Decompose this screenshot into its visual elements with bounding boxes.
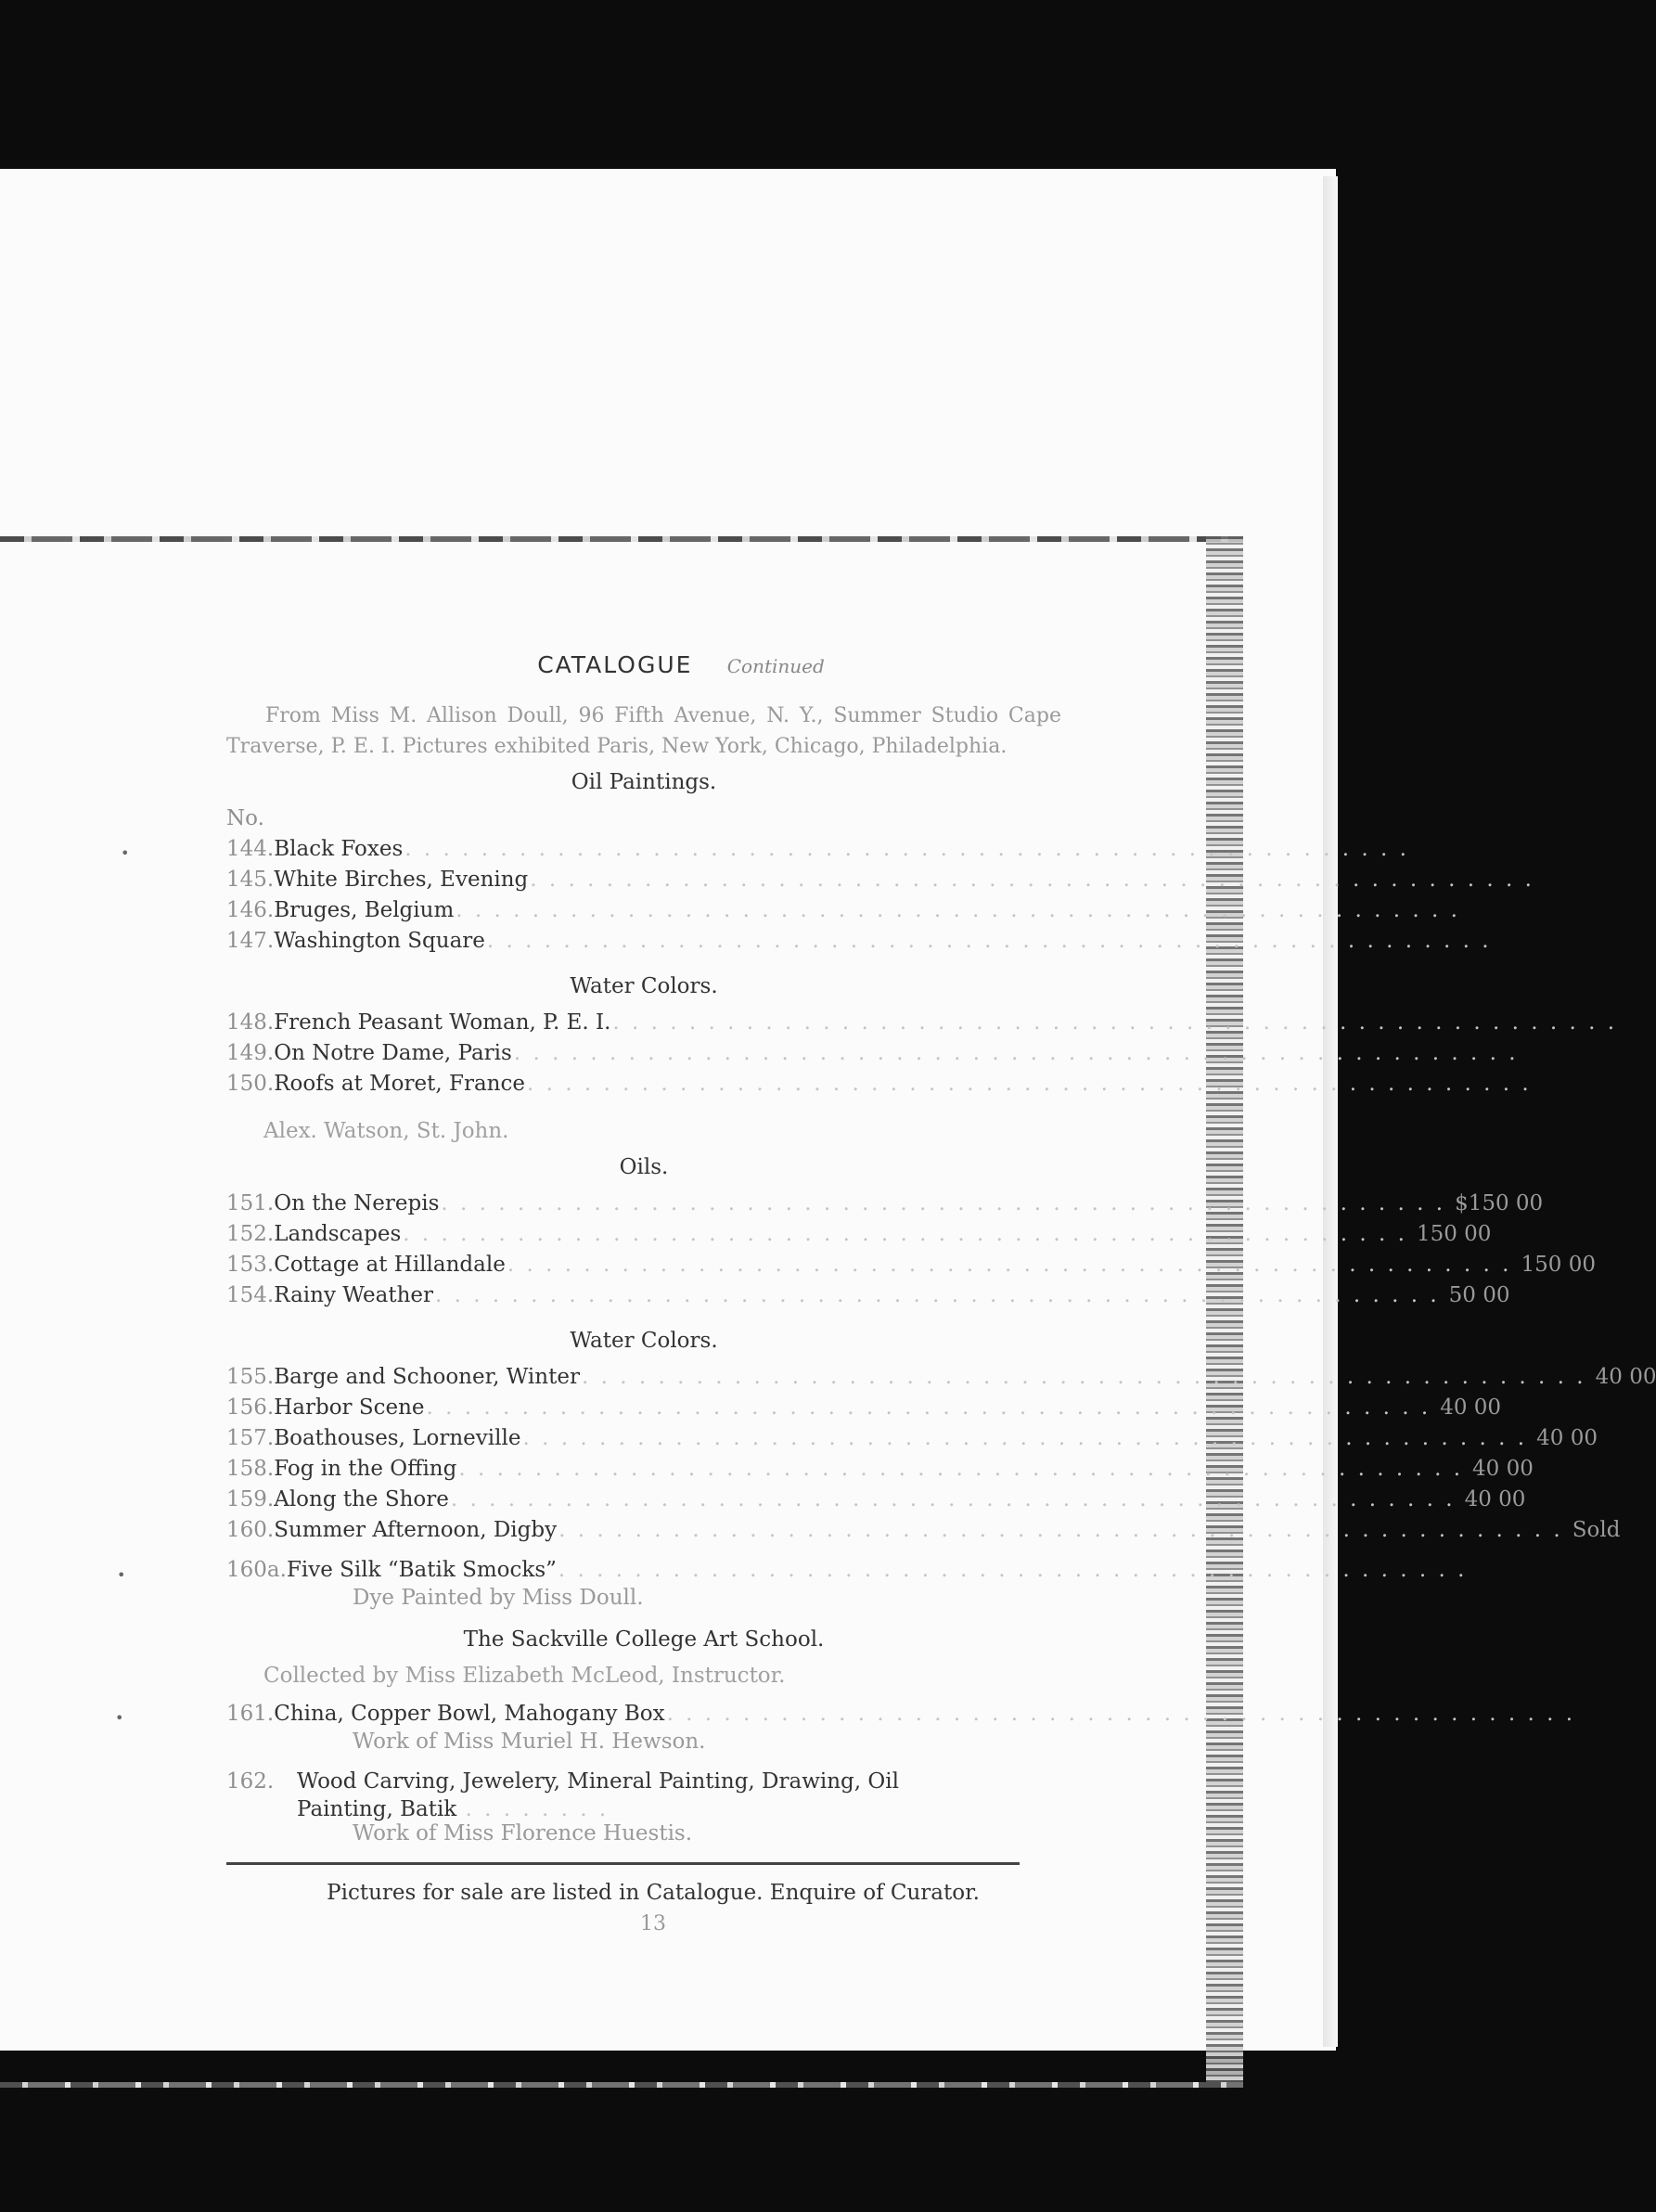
column-label-row (226, 804, 1061, 834)
entry-price: Sold (1572, 1518, 1621, 1542)
leader-dots: . . . . . . . . . . . . . . . . . . . . . . . . . . . . . . . . . . . . . . . . . . . . . . . . . . . . . (441, 1191, 1446, 1215)
entry-price: 150 00 (1521, 1253, 1596, 1277)
entry-title: Harbor Scene (274, 1395, 425, 1420)
entry-title: On the Nerepis (274, 1191, 440, 1215)
oils-list (226, 1189, 1596, 1311)
entry-number: 160. (226, 1518, 275, 1542)
entry-title: On Notre Dame, Paris (274, 1041, 512, 1065)
leader-dots: . . . . . . . . . . . . . . . . . . . . . . . . . . . . . . . . . . . . . . . . . . . . . . . . . . . . . (507, 1253, 1512, 1277)
entry-number: 161. (226, 1702, 275, 1726)
catalogue-entry (226, 1485, 1526, 1515)
entry-number: 162. (226, 1769, 275, 1794)
catalogue-entry (226, 1038, 1519, 1069)
entry-number: 146. (226, 898, 275, 922)
leader-dots: . . . . . . . . . . . . . . . . . . . . . . . . . . . . . . . . . . . . . . . . . . . . . . . . . . . . . (513, 1041, 1519, 1065)
catalogue-heading: CATALOGUE (537, 651, 693, 678)
footer-note: Pictures for sale are listed in Catalogue. Enquire of Curator. (327, 1881, 980, 1905)
entry-number: 147. (226, 929, 275, 953)
frame-right-border (1206, 536, 1243, 2086)
section-heading-water-colors-2: Water Colors. (570, 1329, 718, 1353)
catalogue-entry (226, 865, 1534, 895)
entry-note: Work of Miss Florence Huestis. (353, 1821, 693, 1845)
entry-price: 40 00 (1464, 1487, 1526, 1511)
collector-line: Collected by Miss Elizabeth McLeod, Instructor. (263, 1664, 786, 1688)
section-heading-oil-paintings: Oil Paintings. (571, 770, 717, 794)
catalogue-entry (226, 895, 1460, 926)
entry-number: 148. (226, 1010, 275, 1035)
entry-title: Bruges, Belgium (274, 898, 455, 922)
water-colors-list (226, 1008, 1618, 1100)
frame-top-border (0, 536, 1243, 542)
leader-dots: . . . . . . . . . . . . . . . . . . . . . . . . . . . . . . . . . . . . . . . . . . . . . . . . . . . . . (403, 1222, 1407, 1246)
catalogue-entry (226, 926, 1492, 957)
entry-number: 157. (226, 1426, 275, 1450)
entry-number: 159. (226, 1487, 275, 1511)
catalogue-entry (226, 1250, 1596, 1280)
entry-title: China, Copper Bowl, Mahogany Box (274, 1702, 665, 1726)
catalogue-entry (226, 1008, 1618, 1038)
entry-title: Barge and Schooner, Winter (274, 1365, 580, 1389)
section-heading-oils: Oils. (619, 1155, 669, 1179)
catalogue-entry (226, 1515, 1621, 1546)
catalogue-entry (226, 1069, 1532, 1100)
leader-dots: . . . . . . . . . . . . . . . . . . . . . . . . . . . . . . . . . . . . . . . . . . . . . . . . . . . . . (581, 1365, 1586, 1389)
entry-title-continued: Painting, Batik (297, 1797, 457, 1821)
leader-dots: . . . . . . . . . . . . . . . . . . . . . . . . . . . . . . . . . . . . . . . . . . . . . . . . . . . . . (612, 1010, 1618, 1035)
catalogue-entry-160a (226, 1555, 1468, 1610)
leader-dots: . . . . . . . . . . . . . . . . . . . . . . . . . . . . . . . . . . . . . . . . . . . . . . . . . . . . . (486, 929, 1492, 953)
catalogue-entry (226, 1362, 1656, 1393)
entry-title: Washington Square (274, 929, 485, 953)
leader-dots: . . . . . . . . . . . . . . . . . . . . . . . . . . . . . . . . . . . . . . . . . . . . . . . . . . . . . (558, 1518, 1563, 1542)
margin-speck: • (121, 844, 130, 862)
entry-price: 40 00 (1472, 1457, 1534, 1481)
margin-speck: • (117, 1566, 126, 1584)
leader-dots: . . . . . . . . . . . . . . . . . . . . . . . . . . . . . . . . . . . . . . . . . . . . . . . . . . . . . (450, 1487, 1456, 1511)
entry-number: 144. (226, 837, 275, 861)
entry-number: 152. (226, 1222, 275, 1246)
section-heading-art-school: The Sackville College Art School. (463, 1627, 825, 1652)
entry-number: 154. (226, 1283, 275, 1307)
catalogue-entry (226, 834, 1409, 865)
entry-price: 50 00 (1448, 1283, 1510, 1307)
page-edge-shadow (1323, 176, 1338, 2047)
leader-dots: . . . . . . . . . . . . . . . . . . . . . . . . . . . . . . . . . . . . . . . . . . . . . . . . . . . . . (404, 837, 1409, 861)
entry-title: White Birches, Evening (274, 868, 529, 892)
entry-price: $150 00 (1455, 1191, 1544, 1215)
margin-speck: • (115, 1709, 124, 1727)
entry-number: 156. (226, 1395, 275, 1420)
entry-title: Wood Carving, Jewelery, Mineral Painting, Drawing, Oil (297, 1769, 899, 1794)
entry-title: French Peasant Woman, P. E. I. (274, 1010, 611, 1035)
entry-title: Along the Shore (274, 1487, 449, 1511)
entry-number: 158. (226, 1457, 275, 1481)
catalogue-entry (226, 1189, 1544, 1219)
entry-number: 160a. (226, 1558, 287, 1582)
catalogue-entry (226, 1280, 1510, 1311)
leader-dots: . . . . . . . . . . . . . . . . . . . . . . . . . . . . . . . . . . . . . . . . . . . . . . . . . . . . . (435, 1283, 1440, 1307)
entry-title: Boathouses, Lorneville (274, 1426, 521, 1450)
entry-number: 145. (226, 868, 275, 892)
catalogue-entry (226, 1393, 1502, 1423)
catalogue-title (226, 649, 1061, 682)
catalogue-entry-162 (226, 1767, 1061, 1845)
catalogue-entry-161 (226, 1699, 1576, 1754)
leader-dots: . . . . . . . . . . . . . . . . . . . . . . . . . . . . . . . . . . . . . . . . . . . . . . . . (558, 1558, 1468, 1582)
footer-rule (226, 1862, 1020, 1865)
entry-title: Rainy Weather (274, 1283, 433, 1307)
leader-dots: . . . . . . . . . . . . . . . . . . . . . . . . . . . . . . . . . . . . . . . . . . . . . . . . . . . . . (426, 1395, 1431, 1420)
leader-dots: . . . . . . . . . . . . . . . . . . . . . . . . . . . . . . . . . . . . . . . . . . . . . . . . . . . . . (522, 1426, 1528, 1450)
entry-price: 150 00 (1416, 1222, 1492, 1246)
entry-title: Roofs at Moret, France (274, 1072, 525, 1096)
entry-note: Work of Miss Muriel H. Hewson. (353, 1730, 706, 1754)
leader-dots: . . . . . . . . . . . . . . . . . . . . . . . . . . . . . . . . . . . . . . . . . . . . . . . . . . . . . (530, 868, 1534, 892)
artist-intro: From Miss M. Allison Doull, 96 Fifth Avenue, N. Y., Summer Studio Cape Traverse, P. E. I. Pictures exhibited Paris, New York, Chicago, Philadelphia. (226, 704, 1061, 758)
entry-title: Landscapes (274, 1222, 402, 1246)
artist-line: Alex. Watson, St. John. (263, 1119, 509, 1143)
entry-title: Black Foxes (274, 837, 404, 861)
entry-title: Fog in the Offing (274, 1457, 457, 1481)
leader-dots: . . . . . . . . . . . . . . . . . . . . . . . . . . . . . . . . . . . . . . . . . . . . . . . . . . . . . (456, 898, 1460, 922)
water-colors-list-2 (226, 1362, 1656, 1546)
entry-number: 151. (226, 1191, 275, 1215)
section-heading-water-colors: Water Colors. (570, 974, 718, 998)
oil-paintings-list (226, 834, 1534, 957)
leader-dots: . . . . . . . . . . . . . . . . . . . . . . . . . . . . . . . . . . . . . . . . . . . . . . . . (666, 1702, 1576, 1726)
catalogue-entry (226, 1454, 1534, 1485)
catalogue-entry (226, 1219, 1492, 1250)
entry-price: 40 00 (1595, 1365, 1656, 1389)
entry-number: 149. (226, 1041, 275, 1065)
leader-dots: . . . . . . . . . . . . . . . . . . . . . . . . . . . . . . . . . . . . . . . . . . . . . . . . . . . . . (458, 1457, 1464, 1481)
catalogue-subheading: Continued (726, 655, 825, 677)
entry-price: 40 00 (1440, 1395, 1502, 1420)
catalogue-entry (226, 1423, 1598, 1454)
entry-title: Cottage at Hillandale (274, 1253, 506, 1277)
number-column-label: No. (226, 806, 264, 830)
leader-dots: . . . . . . . . . . . . . . . . . . . . . . . . . . . . . . . . . . . . . . . . . . . . . . . . . . . . . (526, 1072, 1532, 1096)
entry-number: 155. (226, 1365, 275, 1389)
entry-price: 40 00 (1536, 1426, 1598, 1450)
entry-number: 153. (226, 1253, 275, 1277)
leader-dots: . . . . . . . . (465, 1797, 610, 1821)
page-number: 13 (640, 1912, 666, 1936)
entry-title: Summer Afternoon, Digby (274, 1518, 558, 1542)
catalogue-content (226, 649, 1656, 1939)
frame-bottom-border (0, 2082, 1243, 2088)
entry-title: Five Silk “Batik Smocks” (286, 1558, 557, 1582)
entry-number: 150. (226, 1072, 275, 1096)
entry-note: Dye Painted by Miss Doull. (353, 1586, 644, 1610)
